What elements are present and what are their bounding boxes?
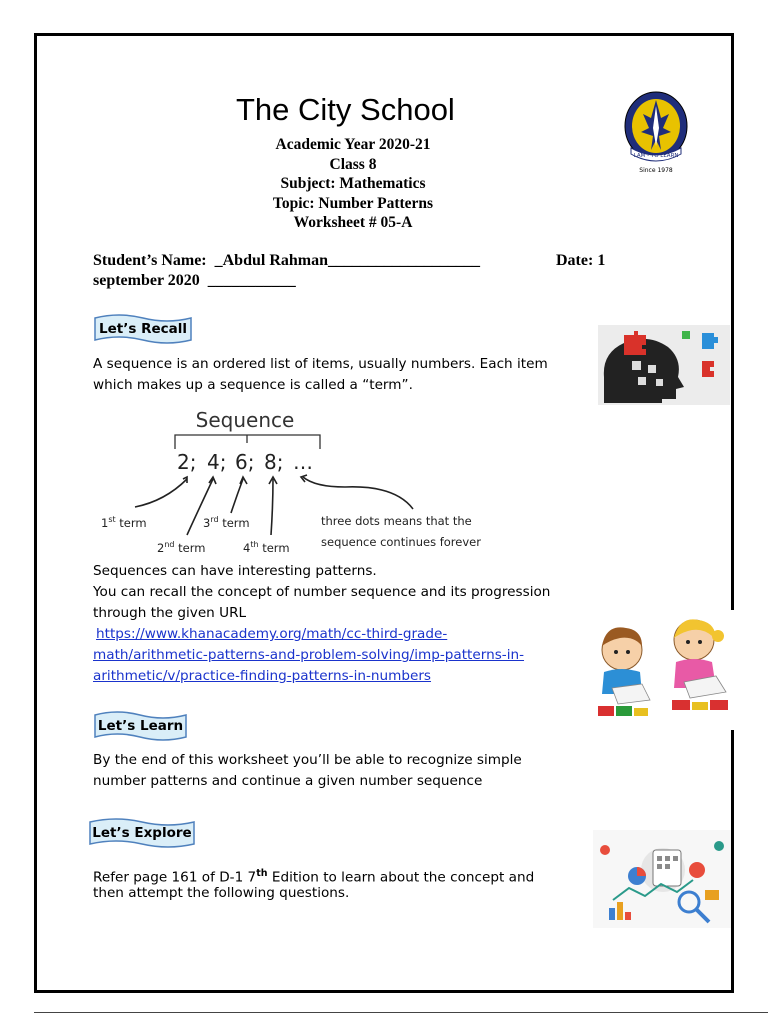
lets-explore-banner	[88, 816, 196, 850]
academic-year: Academic Year 2020-21	[275, 136, 431, 153]
patterns-line-1: Sequences can have interesting patterns.	[93, 563, 377, 579]
lets-explore-label: Let’s Explore	[92, 825, 192, 841]
class-label: Class 8	[329, 155, 377, 173]
label-3rd-term: 3rd term	[203, 515, 250, 530]
lets-learn-label: Let’s Learn	[97, 718, 184, 734]
bottom-divider	[34, 1012, 768, 1013]
dots-explanation-line-1: three dots means that the	[321, 514, 472, 528]
sequence-diagram	[95, 405, 525, 560]
lets-recall-label: Let’s Recall	[99, 321, 187, 337]
date-continuation: september 2020 ___________	[93, 272, 296, 289]
date-label: Date: 1	[556, 252, 606, 269]
learn-paragraph	[93, 750, 522, 792]
diagram-title: Sequence	[195, 408, 295, 432]
term-2: 2;	[177, 450, 197, 474]
khan-academy-link[interactable]	[93, 624, 550, 645]
lets-recall-banner	[93, 312, 193, 346]
recall-paragraph	[93, 354, 548, 396]
patterns-paragraph	[93, 561, 550, 687]
learn-line-1: By the end of this worksheet you’ll be able to recognize simple	[93, 752, 522, 768]
learn-line-2: number patterns and continue a given number sequence	[93, 773, 483, 789]
header-block	[200, 135, 506, 233]
school-name: The City School	[236, 92, 455, 127]
explore-line-1: Refer page 161 of D-1 7th Edition to learn about the concept and	[93, 868, 535, 886]
kids-studying-image	[590, 610, 740, 730]
lets-learn-banner	[93, 709, 188, 743]
worksheet-number: Worksheet # 05-A	[293, 214, 413, 231]
explore-line-2: then attempt the following questions.	[93, 884, 350, 901]
label-4th-term: 4th term	[243, 540, 290, 555]
explore-paragraph	[93, 863, 534, 904]
subject-label: Subject: Mathematics	[280, 175, 426, 192]
patterns-line-3: through the given URL	[93, 605, 247, 621]
recall-line-2: which makes up a sequence is called a “term”.	[93, 377, 413, 393]
logo-since: Since 1978	[639, 167, 673, 174]
term-ellipsis: …	[293, 450, 313, 474]
term-6: 6;	[235, 450, 255, 474]
label-1st-term: 1st term	[101, 515, 147, 530]
term-8: 8;	[264, 450, 284, 474]
analytics-image	[593, 830, 731, 928]
school-logo	[623, 88, 689, 176]
url-line-1[interactable]: https://www.khanacademy.org/math/cc-third-grade-	[96, 626, 448, 642]
dots-explanation-line-2: sequence continues forever	[321, 535, 481, 549]
term-4: 4;	[207, 450, 227, 474]
recall-line-1: A sequence is an ordered list of items, usually numbers. Each item	[93, 356, 548, 372]
patterns-line-2: You can recall the concept of number sequence and its progression	[93, 584, 551, 600]
url-line-3[interactable]: arithmetic/v/practice-finding-patterns-in-numbers	[93, 668, 432, 684]
url-line-2[interactable]: math/arithmetic-patterns-and-problem-solving/imp-patterns-in-	[93, 647, 525, 663]
label-2nd-term: 2nd term	[157, 540, 206, 555]
student-name-line: Student’s Name: _Abdul Rahman___________________	[93, 252, 480, 269]
topic-label: Topic: Number Patterns	[272, 194, 434, 212]
puzzle-head-image	[598, 325, 730, 405]
logo-motto: I AM - TO LEARN	[633, 153, 679, 159]
